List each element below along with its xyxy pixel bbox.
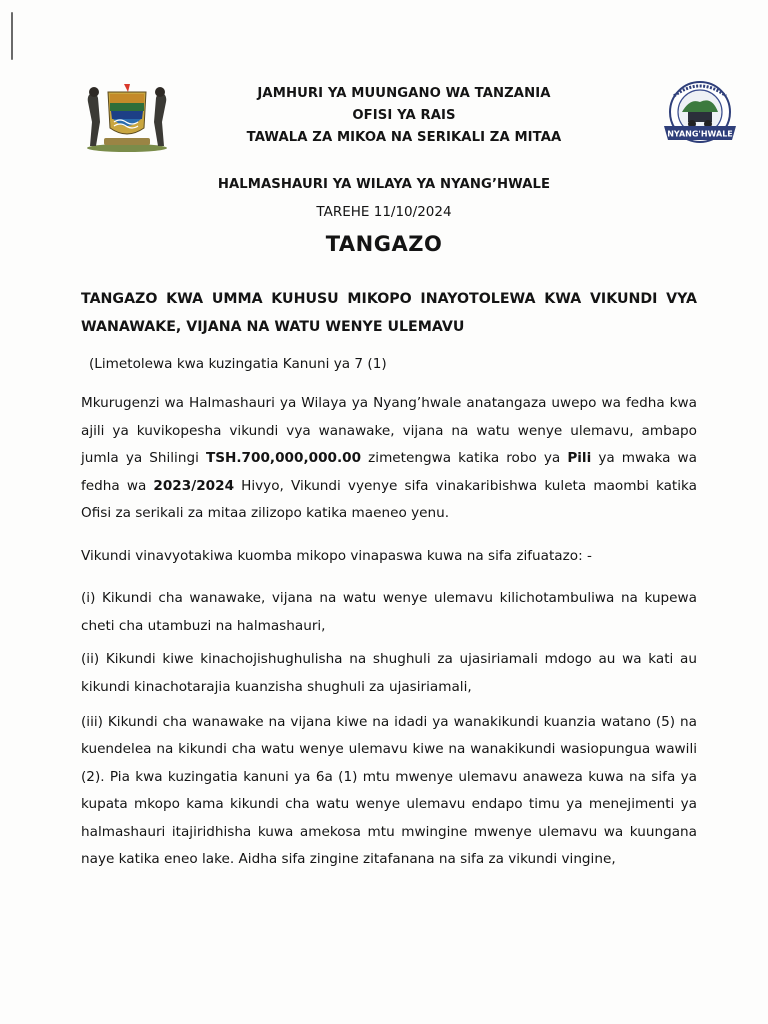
page-title: TANGAZO xyxy=(325,232,443,256)
notice-subject xyxy=(81,285,697,341)
council-heading: HALMASHAURI YA WILAYA YA NYANG’HWALE xyxy=(217,177,551,192)
quarter: Pili xyxy=(567,450,592,467)
intro-text-1: Mkurugenzi wa Halmashauri ya Wilaya ya Nyang’hwale anatangaza uwepo wa fedha kwa ajili ya kuvikopesha vikundi vya wanawake, vijana na watu wenye ulemavu, ambapo jumla ya Shilingi xyxy=(81,395,697,467)
loan-amount: TSH.700,000,000.00 xyxy=(205,450,362,467)
fiscal-year: 2023/2024 xyxy=(153,477,235,494)
criteria-intro: Vikundi vinavyotakiwa kuomba mikopo vinapaswa kuwa na sifa zifuatazo: - xyxy=(81,548,592,564)
intro-text-4: Hivyo, Vikundi vyenye sifa vinakaribishwa kuleta maombi katika Ofisi za serikali za mitaa zilizopo katika maeneo yenu. xyxy=(81,477,697,522)
intro-text-3: ya mwaka wa fedha wa xyxy=(81,450,697,494)
notice-date: TAREHE 11/10/2024 xyxy=(316,204,452,220)
criteria-item: (iii) Kikundi cha wanawake na vijana kiwe na idadi ya wanakikundi kuanzia watano (5) na kuendelea na kikundi cha watu wenye ulemavu kiwe na wanakikundi wasiopungua wawili (2). Pia kwa kuzingatia kanuni ya 6a (1) mtu mwenye ulemavu anaweza kuwa na sifa ya kupata mkopo kama kikundi cha watu wenye ulemavu endapo timu ya menejimenti ya halmashauri itajiridhisha kuwa amekosa mtu mwingine mwenye ulemavu wa kuungana naye katika eneo lake. Aidha sifa zingine zitafanana na sifa za vikundi vingine, xyxy=(81,714,697,868)
seal-label: NYANG'HWALE xyxy=(667,129,733,139)
criteria-item: (i) Kikundi cha wanawake, vijana na watu wenye ulemavu kilichotambuliwa na kupewa cheti cha utambuzi na halmashauri, xyxy=(81,590,697,634)
criteria-item: (ii) Kikundi kiwe kinachojishughulisha na shughuli za ujasiriamali mdogo au wa kati au kikundi kinachotarajia kuanzisha shughuli za ujasiriamali, xyxy=(81,651,697,695)
margin-mark xyxy=(11,12,13,60)
subject-line-1: TANGAZO KWA UMMA KUHUSU MIKOPO INAYOTOLEWA KWA VIKUNDI VYA xyxy=(81,291,697,307)
intro-text-2: zimetengwa katika robo ya xyxy=(361,450,568,467)
intro-paragraph xyxy=(81,390,697,528)
ministry-heading: TAWALA ZA MIKOA NA SERIKALI ZA MITAA xyxy=(246,130,562,145)
republic-heading: JAMHURI YA MUUNGANO WA TANZANIA xyxy=(257,86,551,101)
office-heading: OFISI YA RAIS xyxy=(352,108,456,123)
subject-line-2: WANAWAKE, VIJANA NA WATU WENYE ULEMAVU xyxy=(81,319,465,335)
regulation-note: (Limetolewa kwa kuzingatia Kanuni ya 7 (1) xyxy=(89,356,387,372)
